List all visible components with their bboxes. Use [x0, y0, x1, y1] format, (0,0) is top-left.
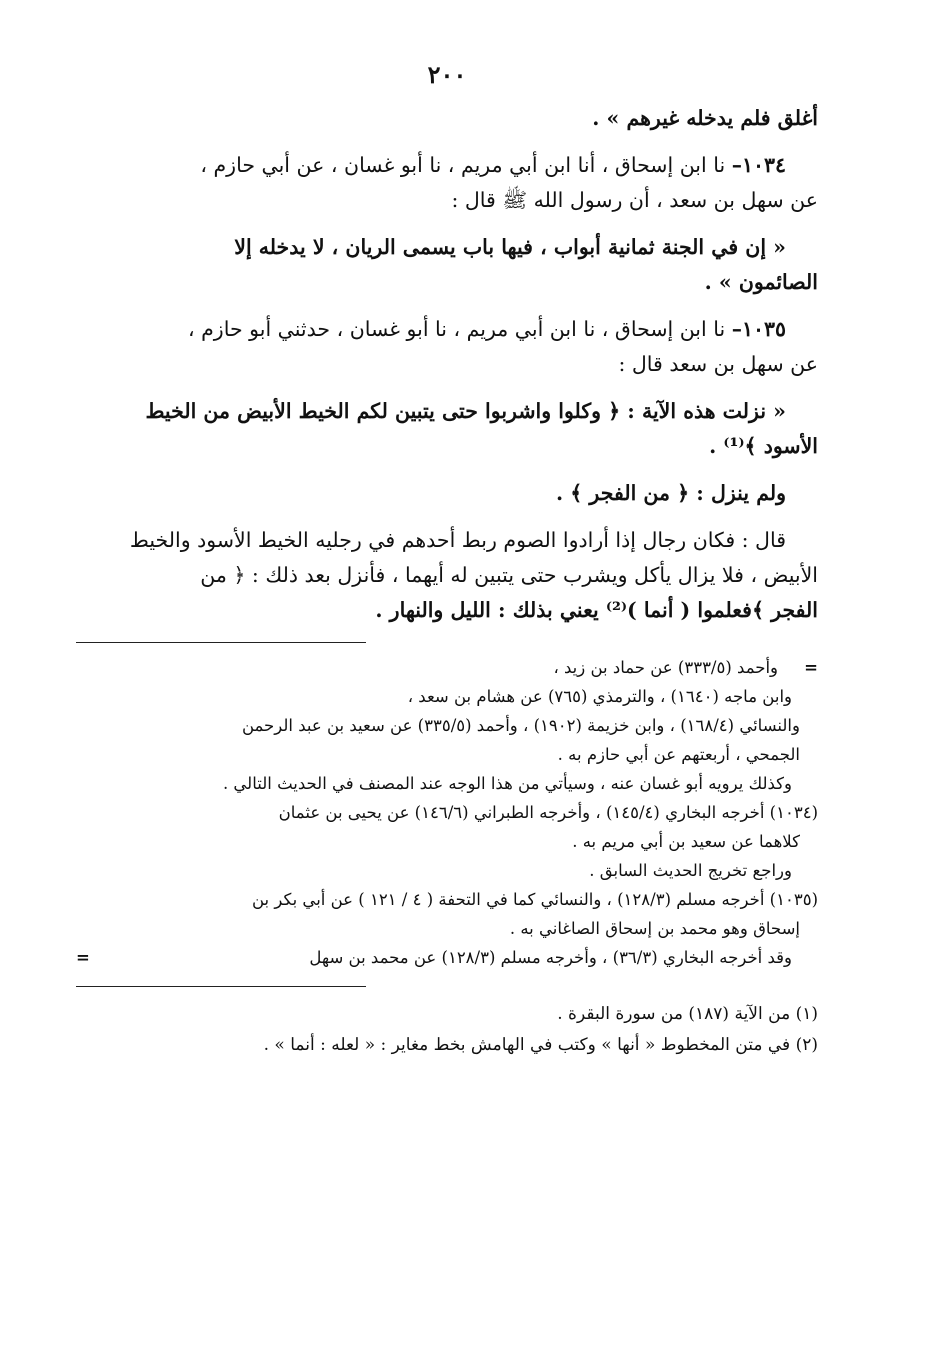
text-line: الأسود ﴾⁽¹⁾ . — [709, 434, 818, 458]
note-line: كلاهما عن سعيد بن أبي مريم به . — [572, 832, 800, 851]
note-line — [76, 943, 818, 972]
text-line: قال : فكان رجال إذا أرادوا الصوم ربط أحدهم في رجليه الخيط الأسود والخيط — [129, 528, 786, 552]
book-page — [76, 60, 818, 1061]
footnotes — [76, 999, 818, 1061]
continuation-mark: = — [804, 658, 818, 677]
commentary-notes — [76, 653, 818, 972]
page-number: ٢٠٠ — [427, 60, 467, 89]
note-line: (١٠٣٥) أخرجه مسلم (١٢٨/٣) ، والنسائي كما في التحفة ( ٤ / ١٢١ ) عن أبي بكر بن — [251, 890, 818, 909]
text-line: ولم ينزل : ﴿ من الفجر ﴾ . — [555, 481, 786, 505]
note-line — [76, 653, 818, 682]
text-line: أغلق فلم يدخله غيرهم » . — [592, 106, 818, 130]
text-line: الفجر ﴾فعلموا ( أنما )⁽²⁾ يعني بذلك : الليل والنهار . — [375, 598, 818, 622]
note-text: وقد أخرجه البخاري (٣٦/٣) ، وأخرجه مسلم (١٢٨/٣) عن محمد بن سهل — [309, 948, 792, 967]
footnote-1: (١) من الآية (١٨٧) من سورة البقرة . — [557, 1004, 818, 1024]
text-line: عن سهل بن سعد ، أن رسول الله ﷺ قال : — [451, 188, 818, 212]
hadith-1034-matn: « إن في الجنة ثمانية أبواب ، فيها باب يسمى الريان ، لا يدخله إلا — [234, 235, 786, 259]
text-line: الصائمون » . — [704, 270, 818, 294]
hadith-1035-matn: « نزلت هذه الآية : ﴿ وكلوا واشربوا حتى يتبين لكم الخيط الأبيض من الخيط — [145, 399, 786, 423]
note-line: والنسائي (١٦٨/٤) ، وابن خزيمة (١٩٠٢) ، وأحمد (٣٣٥/٥) عن سعيد بن عبد الرحمن — [241, 716, 800, 735]
hadith-number: ١٠٣٥– — [731, 317, 786, 341]
text-line: الأبيض ، فلا يزال يأكل ويشرب حتى يتبين له أيهما ، فأنزل بعد ذلك : ﴿ من — [200, 563, 818, 587]
note-text: وأحمد (٣٣٣/٥) عن حماد بن زيد ، — [553, 658, 778, 677]
divider — [76, 642, 366, 643]
note-line: (١٠٣٤) أخرجه البخاري (١٤٥/٤) ، وأخرجه الطبراني (١٤٦/٦) عن يحيى بن عثمان — [278, 803, 818, 822]
hadith-number: ١٠٣٤– — [731, 153, 786, 177]
note-line: وابن ماجه (١٦٤٠) ، والترمذي (٧٦٥) عن هشام بن سعد ، — [407, 687, 792, 706]
text-line: عن سهل بن سعد قال : — [618, 352, 818, 376]
divider — [76, 986, 366, 987]
note-line: إسحاق وهو محمد بن إسحاق الصاغاني به . — [509, 919, 800, 938]
text-span: نا ابن إسحاق ، أنا ابن أبي مريم ، نا أبو غسان ، عن أبي حازم ، — [200, 153, 732, 177]
footnote-2: (٢) في متن المخطوط « أنها » وكتب في الهامش بخط مغاير : « لعله : أنما » . — [263, 1035, 818, 1055]
note-line: وكذلك يرويه أبو غسان عنه ، وسيأتي من هذا الوجه عند المصنف في الحديث التالي . — [222, 774, 792, 793]
note-line: الجمحي ، أربعتهم عن أبي حازم به . — [557, 745, 800, 764]
note-line: وراجع تخريج الحديث السابق . — [589, 861, 792, 880]
text-span: نا ابن إسحاق ، نا ابن أبي مريم ، نا أبو غسان ، حدثني أبو حازم ، — [187, 317, 732, 341]
hadith-1035-isnad — [76, 312, 818, 347]
hadith-1034-isnad — [76, 148, 818, 183]
continuation-mark: = — [76, 948, 90, 967]
